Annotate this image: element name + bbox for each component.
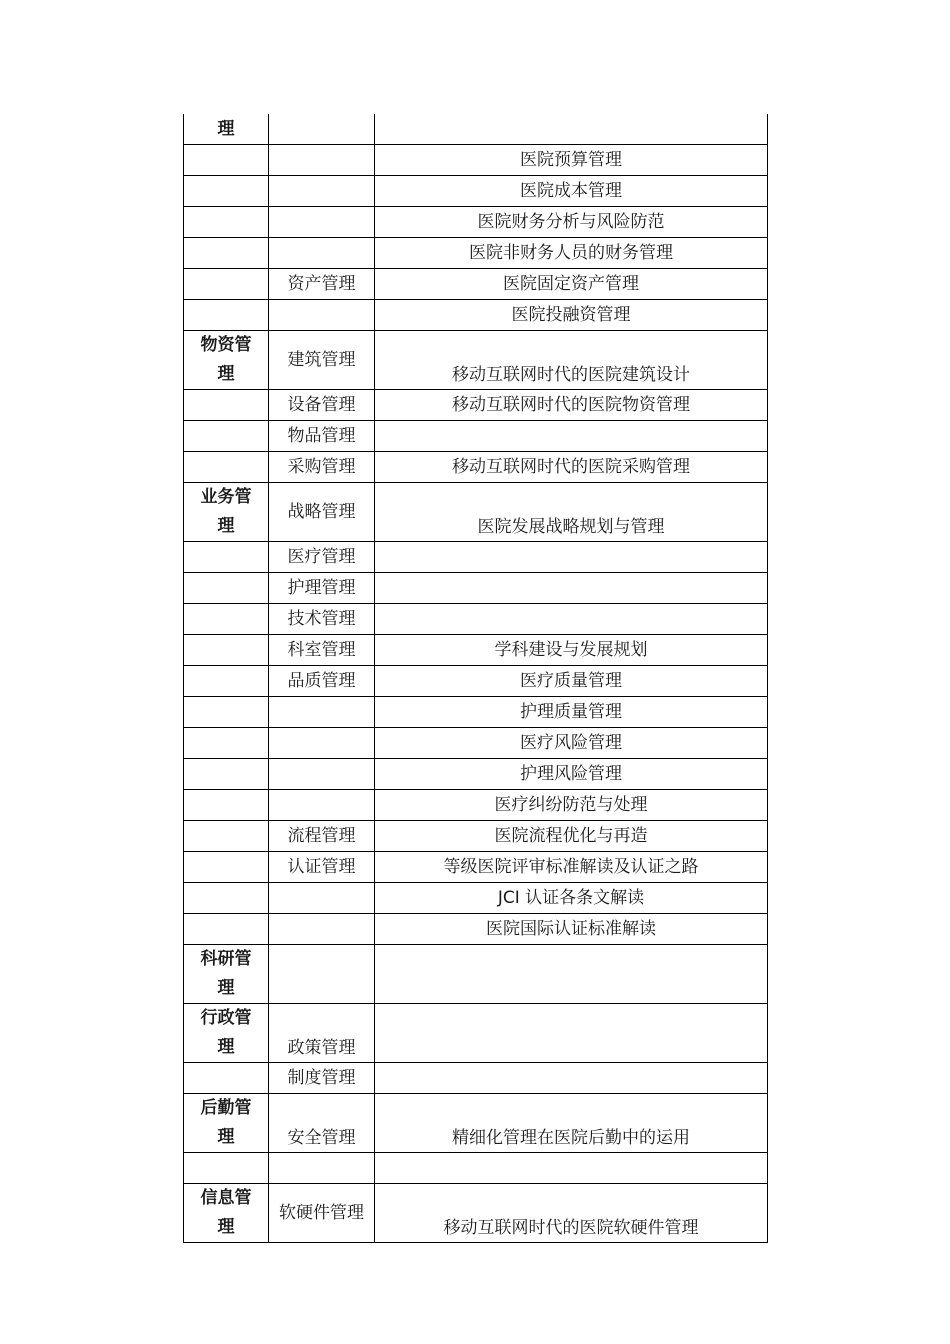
- category-cell: 行政管理: [184, 1004, 269, 1063]
- topic-cell: [375, 542, 768, 573]
- table-row: [184, 573, 768, 604]
- table-row: [184, 666, 768, 697]
- subcategory-cell: 护理管理: [269, 573, 375, 604]
- subcategory-cell: 医疗管理: [269, 542, 375, 573]
- subcategory-cell: [269, 728, 375, 759]
- category-cell: [184, 542, 269, 573]
- subcategory-cell: [269, 1153, 375, 1184]
- category-cell: [184, 728, 269, 759]
- category-cell: [184, 635, 269, 666]
- category-cell: [184, 1153, 269, 1184]
- table-row: [184, 421, 768, 452]
- subcategory-cell: 制度管理: [269, 1063, 375, 1094]
- table-row: [184, 790, 768, 821]
- topic-cell: 医院投融资管理: [375, 300, 768, 331]
- category-cell: [184, 452, 269, 483]
- category-cell: 信息管理: [184, 1184, 269, 1243]
- subcategory-cell: 战略管理: [269, 483, 375, 542]
- subcategory-cell: [269, 759, 375, 790]
- category-cell: [184, 421, 269, 452]
- topic-cell: [375, 1063, 768, 1094]
- topic-cell: 医院非财务人员的财务管理: [375, 238, 768, 269]
- category-cell: 理: [184, 114, 269, 145]
- table-row: [184, 300, 768, 331]
- category-cell: [184, 821, 269, 852]
- category-cell: [184, 573, 269, 604]
- category-cell: [184, 666, 269, 697]
- category-cell: 业务管理: [184, 483, 269, 542]
- subcategory-cell: 软硬件管理: [269, 1184, 375, 1243]
- table-row: [184, 1063, 768, 1094]
- category-cell: [184, 145, 269, 176]
- table-row: [184, 114, 768, 145]
- subcategory-cell: 设备管理: [269, 390, 375, 421]
- table-row: [184, 945, 768, 1004]
- subcategory-cell: [269, 114, 375, 145]
- category-cell: [184, 176, 269, 207]
- table-row: [184, 176, 768, 207]
- topic-cell: 精细化管理在医院后勤中的运用: [375, 1094, 768, 1153]
- topic-cell: 等级医院评审标准解读及认证之路: [375, 852, 768, 883]
- table-row: [184, 145, 768, 176]
- subcategory-cell: [269, 697, 375, 728]
- subcategory-cell: 资产管理: [269, 269, 375, 300]
- topic-cell: [375, 114, 768, 145]
- subcategory-cell: 政策管理: [269, 1004, 375, 1063]
- topic-cell: [375, 421, 768, 452]
- table-row: [184, 1004, 768, 1063]
- table-row: [184, 852, 768, 883]
- category-cell: [184, 207, 269, 238]
- category-cell: [184, 883, 269, 914]
- category-cell: [184, 269, 269, 300]
- topic-cell: 医院国际认证标准解读: [375, 914, 768, 945]
- subcategory-cell: 采购管理: [269, 452, 375, 483]
- topic-cell: 医疗质量管理: [375, 666, 768, 697]
- table-row: [184, 759, 768, 790]
- course-table: [183, 114, 768, 1243]
- table-row: [184, 452, 768, 483]
- topic-cell: [375, 1153, 768, 1184]
- table-row: [184, 483, 768, 542]
- table-row: [184, 1153, 768, 1184]
- category-cell: [184, 604, 269, 635]
- subcategory-cell: 安全管理: [269, 1094, 375, 1153]
- subcategory-cell: 科室管理: [269, 635, 375, 666]
- subcategory-cell: 技术管理: [269, 604, 375, 635]
- topic-cell: 移动互联网时代的医院采购管理: [375, 452, 768, 483]
- subcategory-cell: [269, 945, 375, 1004]
- subcategory-cell: 流程管理: [269, 821, 375, 852]
- table-row: [184, 331, 768, 390]
- category-cell: [184, 1063, 269, 1094]
- table-row: [184, 821, 768, 852]
- category-cell: [184, 914, 269, 945]
- table-row: [184, 542, 768, 573]
- topic-cell: [375, 573, 768, 604]
- subcategory-cell: 建筑管理: [269, 331, 375, 390]
- subcategory-cell: [269, 145, 375, 176]
- topic-cell: 移动互联网时代的医院物资管理: [375, 390, 768, 421]
- subcategory-cell: [269, 883, 375, 914]
- topic-cell: 医疗纠纷防范与处理: [375, 790, 768, 821]
- topic-cell: 医院发展战略规划与管理: [375, 483, 768, 542]
- category-cell: [184, 790, 269, 821]
- subcategory-cell: [269, 300, 375, 331]
- table-row: [184, 883, 768, 914]
- topic-cell: 学科建设与发展规划: [375, 635, 768, 666]
- subcategory-cell: 认证管理: [269, 852, 375, 883]
- topic-cell: 医院流程优化与再造: [375, 821, 768, 852]
- category-cell: 后勤管理: [184, 1094, 269, 1153]
- topic-cell: 医院固定资产管理: [375, 269, 768, 300]
- topic-cell: 护理风险管理: [375, 759, 768, 790]
- table-row: [184, 207, 768, 238]
- subcategory-cell: [269, 238, 375, 269]
- table-row: [184, 604, 768, 635]
- category-cell: 物资管理: [184, 331, 269, 390]
- topic-cell: 医院财务分析与风险防范: [375, 207, 768, 238]
- table-row: [184, 269, 768, 300]
- table-row: [184, 390, 768, 421]
- category-cell: [184, 238, 269, 269]
- topic-cell: JCI 认证各条文解读: [375, 883, 768, 914]
- category-cell: [184, 759, 269, 790]
- table-row: [184, 914, 768, 945]
- topic-cell: [375, 1004, 768, 1063]
- category-cell: 科研管理: [184, 945, 269, 1004]
- subcategory-cell: [269, 207, 375, 238]
- category-cell: [184, 852, 269, 883]
- category-cell: [184, 300, 269, 331]
- table-row: [184, 238, 768, 269]
- topic-cell: [375, 604, 768, 635]
- table-row: [184, 1184, 768, 1243]
- table-row: [184, 635, 768, 666]
- topic-cell: 移动互联网时代的医院建筑设计: [375, 331, 768, 390]
- category-cell: [184, 697, 269, 728]
- category-cell: [184, 390, 269, 421]
- subcategory-cell: [269, 790, 375, 821]
- topic-cell: 医疗风险管理: [375, 728, 768, 759]
- topic-cell: 护理质量管理: [375, 697, 768, 728]
- topic-cell: 医院预算管理: [375, 145, 768, 176]
- topic-cell: 医院成本管理: [375, 176, 768, 207]
- subcategory-cell: [269, 176, 375, 207]
- topic-cell: [375, 945, 768, 1004]
- subcategory-cell: [269, 914, 375, 945]
- table-row: [184, 697, 768, 728]
- topic-cell: 移动互联网时代的医院软硬件管理: [375, 1184, 768, 1243]
- subcategory-cell: 品质管理: [269, 666, 375, 697]
- table-row: [184, 1094, 768, 1153]
- subcategory-cell: 物品管理: [269, 421, 375, 452]
- table-row: [184, 728, 768, 759]
